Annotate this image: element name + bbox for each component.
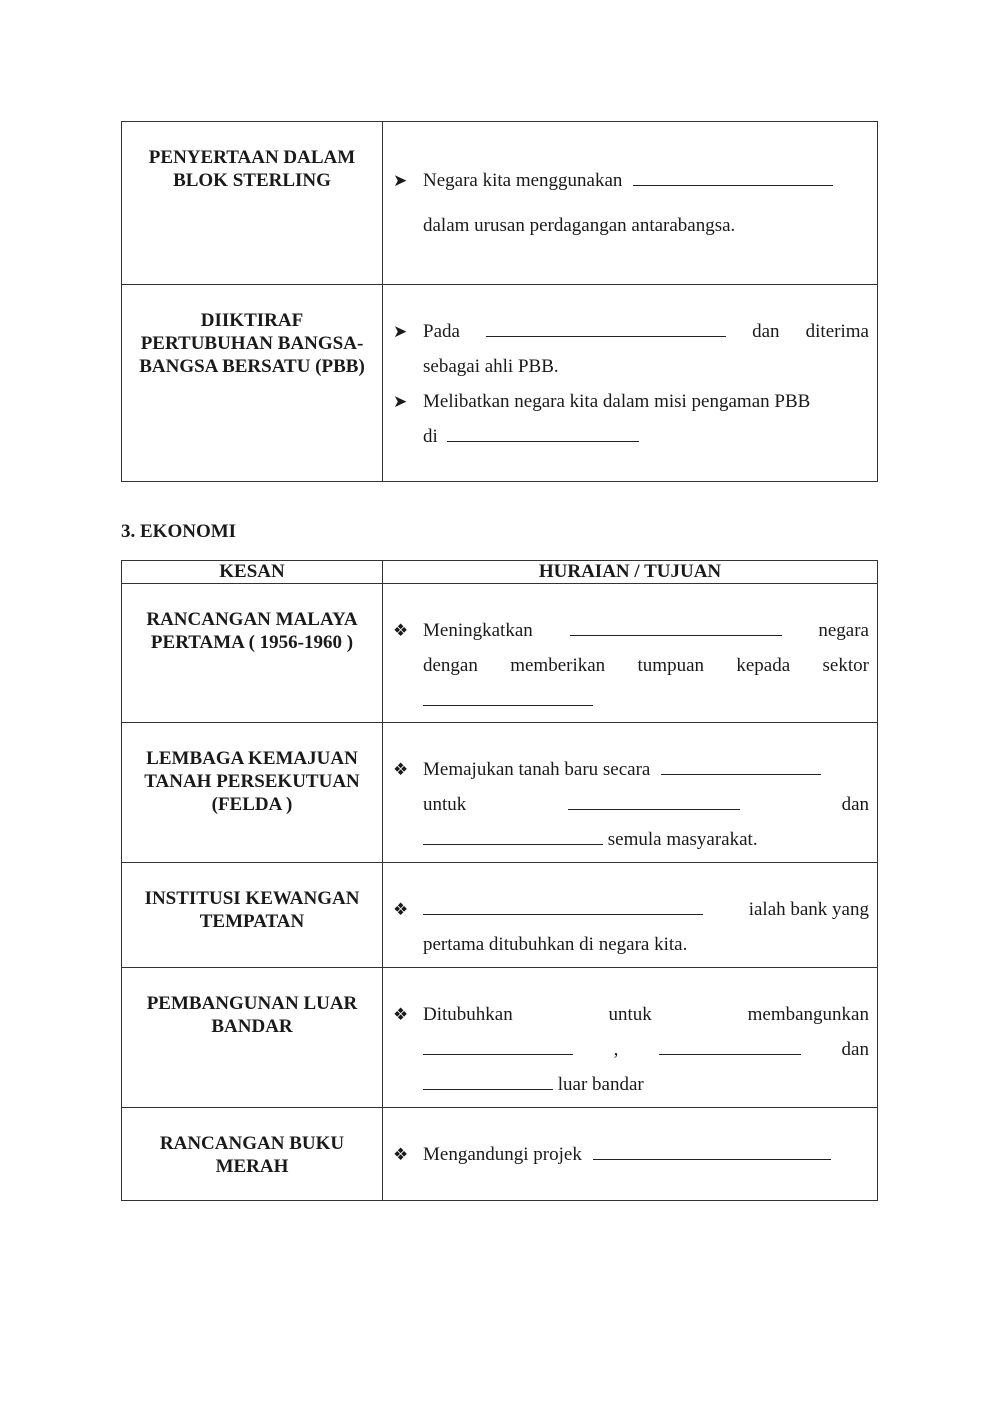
description-cell [383, 863, 878, 968]
description-text: dan [752, 321, 780, 342]
fill-blank[interactable] [423, 683, 593, 706]
diamond-bullet-icon: ❖ [393, 900, 409, 919]
description-text: dan [841, 794, 869, 815]
fill-blank[interactable] [661, 752, 821, 775]
fill-blank[interactable] [633, 163, 833, 186]
label-cell [122, 1108, 383, 1201]
description-text: sektor [822, 655, 869, 676]
label-cell [122, 723, 383, 863]
description-text: dengan [423, 655, 478, 676]
table-ekonomi [121, 560, 878, 1201]
fill-blank[interactable] [593, 1137, 831, 1160]
fill-blank[interactable] [486, 314, 726, 337]
description-text: untuk [608, 1004, 652, 1025]
diamond-bullet-icon: ❖ [393, 760, 409, 779]
table-row [122, 584, 878, 723]
description-text: negara [818, 620, 869, 641]
description-text: memberikan [510, 655, 606, 676]
label-line: RANCANGAN BUKU [159, 1133, 345, 1154]
description-cell [383, 285, 878, 482]
description-text: ialah bank yang [748, 899, 869, 920]
diamond-bullet-icon: ❖ [393, 1005, 409, 1024]
description-text: membangunkan [747, 1004, 869, 1025]
table-row [122, 863, 878, 968]
description-text: Pada [423, 321, 460, 342]
description-text: Ditubuhkan [423, 1004, 513, 1025]
table-hubungan-luar [121, 121, 878, 482]
description-text: tumpuan [637, 655, 705, 676]
fill-blank[interactable] [659, 1032, 801, 1055]
description-text: sebagai ahli PBB. [423, 356, 559, 377]
fill-blank[interactable] [568, 787, 740, 810]
label-line: RANCANGAN MALAYA [146, 609, 358, 630]
description-text: Negara kita menggunakan [423, 170, 623, 191]
label-line: LEMBAGA KEMAJUAN [146, 748, 358, 769]
description-cell [383, 1108, 878, 1201]
table-row [122, 285, 878, 482]
description-text: Meningkatkan [423, 620, 533, 641]
description-text: untuk [423, 794, 467, 815]
table-row [122, 723, 878, 863]
fill-blank[interactable] [423, 1067, 553, 1090]
column-header-huraian: HURAIAN / TUJUAN [383, 561, 878, 584]
label-cell [122, 863, 383, 968]
arrow-bullet-icon: ➤ [393, 392, 408, 411]
label-line: BLOK STERLING [173, 170, 331, 191]
description-cell [383, 122, 878, 285]
column-header-kesan: KESAN [122, 561, 383, 584]
diamond-bullet-icon: ❖ [393, 621, 409, 640]
description-text: dalam urusan perdagangan antarabangsa. [423, 215, 736, 236]
description-text: Memajukan tanah baru secara [423, 759, 651, 780]
label-line: PEMBANGUNAN LUAR [146, 993, 358, 1014]
comma-text: , [613, 1039, 619, 1060]
fill-blank[interactable] [423, 892, 703, 915]
label-cell [122, 968, 383, 1108]
table-header-row [122, 561, 878, 584]
label-line: BANDAR [211, 1016, 293, 1037]
label-line: MERAH [215, 1156, 289, 1177]
label-cell [122, 285, 383, 482]
label-cell [122, 584, 383, 723]
label-line: TEMPATAN [199, 911, 305, 932]
label-line: PERTAMA ( 1956-1960 ) [150, 632, 354, 653]
description-text: kepada [736, 655, 791, 676]
fill-blank[interactable] [570, 613, 782, 636]
fill-blank[interactable] [447, 419, 639, 442]
label-line: (FELDA ) [211, 794, 293, 815]
description-cell [383, 584, 878, 723]
description-text: diterima [805, 321, 869, 342]
description-text: Mengandungi projek [423, 1144, 582, 1165]
table-row [122, 122, 878, 285]
fill-blank[interactable] [423, 822, 603, 845]
label-line: TANAH PERSEKUTUAN [144, 771, 360, 792]
description-text: dan [841, 1039, 869, 1060]
arrow-bullet-icon: ➤ [393, 171, 408, 190]
label-line: PENYERTAAN DALAM [148, 147, 356, 168]
description-text: semula masyarakat. [607, 829, 758, 850]
description-text: pertama ditubuhkan di negara kita. [423, 934, 688, 955]
description-text: Melibatkan negara kita dalam misi pengaman PBB [423, 391, 811, 412]
label-line: INSTITUSI KEWANGAN [144, 888, 360, 909]
diamond-bullet-icon: ❖ [393, 1145, 409, 1164]
table-row [122, 968, 878, 1108]
table-row [122, 1108, 878, 1201]
label-line: BANGSA BERSATU (PBB) [139, 356, 365, 377]
description-text: luar bandar [557, 1074, 644, 1095]
label-line: PERTUBUHAN BANGSA- [140, 333, 364, 354]
description-cell [383, 723, 878, 863]
fill-blank[interactable] [423, 1032, 573, 1055]
section-title: 3. EKONOMI [121, 521, 237, 542]
label-cell [122, 122, 383, 285]
arrow-bullet-icon: ➤ [393, 322, 408, 341]
description-text: di [423, 426, 438, 447]
description-cell [383, 968, 878, 1108]
label-line: DIIKTIRAF [200, 310, 304, 331]
